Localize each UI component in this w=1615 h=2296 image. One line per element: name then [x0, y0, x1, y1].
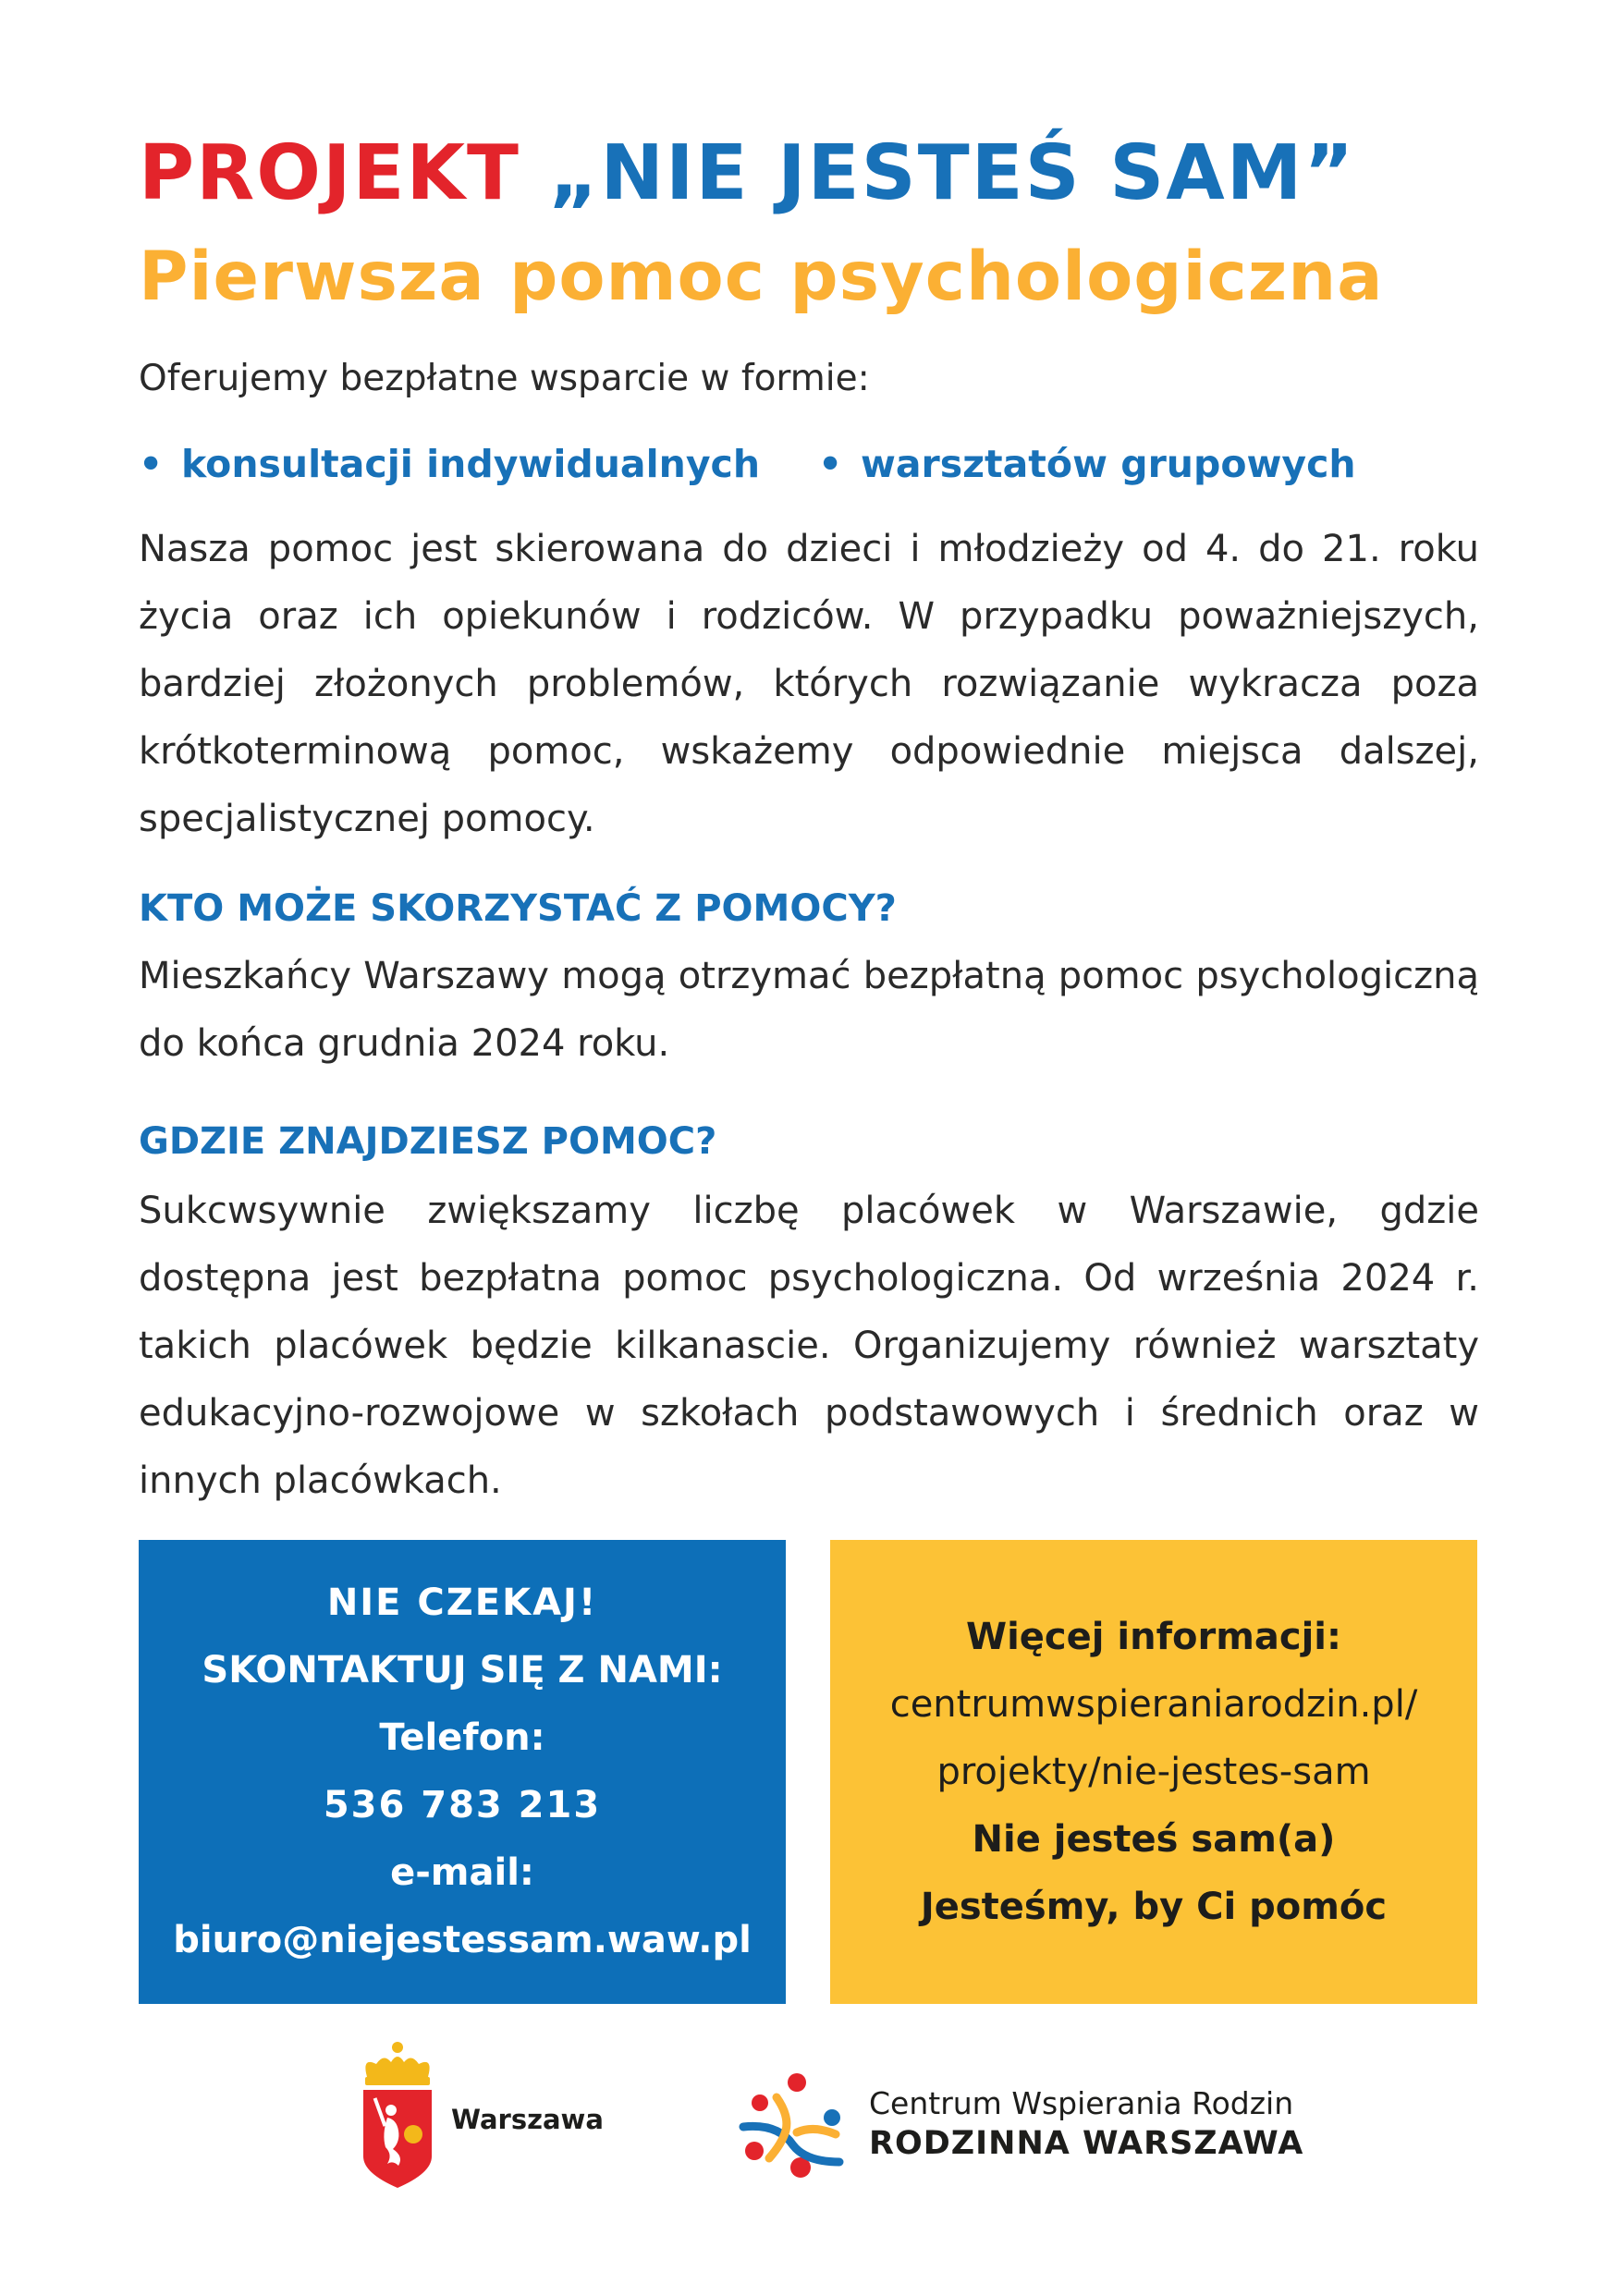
- title-projekt: PROJEKT: [139, 129, 520, 217]
- contact-cta-2: SKONTAKTUJ SIĘ Z NAMI:: [202, 1649, 723, 1691]
- section-heading-who: KTO MOŻE SKORZYSTAĆ Z POMOCY?: [139, 887, 897, 930]
- phone-label: Telefon:: [379, 1716, 545, 1759]
- section-heading-where: GDZIE ZNAJDZIESZ POMOC?: [139, 1120, 717, 1163]
- section-text-who: Mieszkańcy Warszawy mogą otrzymać bezpłatną pomoc psychologiczną do końca grudnia 2024 roku.: [139, 955, 1479, 1065]
- cwr-brand: RODZINNA WARSZAWA: [869, 2125, 1304, 2162]
- intro-text: Oferujemy bezpłatne wsparcie w formie:: [139, 358, 870, 399]
- email-address[interactable]: biuro@niejestessam.waw.pl: [173, 1919, 752, 1961]
- bullet-dot-icon: •: [818, 442, 843, 486]
- warsaw-label: Warszawa: [451, 2104, 604, 2135]
- bullet-label: konsultacji indywidualnych: [181, 442, 761, 486]
- info-heading: Więcej informacji:: [965, 1615, 1342, 1658]
- bullet-label: warsztatów grupowych: [861, 442, 1356, 486]
- phone-number[interactable]: 536 783 213: [323, 1784, 602, 1826]
- info-link-line2[interactable]: projekty/nie-jestes-sam: [936, 1750, 1371, 1793]
- contact-cta: NIE CZEKAJ!: [326, 1582, 598, 1624]
- slogan-line1: Nie jesteś sam(a): [972, 1817, 1336, 1861]
- section-text-where: Sukcwsywnie zwiększamy liczbę placówek w Warszawie, gdzie dostępna jest bezpłatna pomoc psychologiczna. Od września 2024 r. takich placówek będzie kilkanascie. Organizujemy również warsztaty edukacyjno-rozwojowe w szkołach podstawowych i średnich oraz w innych placówkach.: [139, 1190, 1479, 1502]
- info-box: [830, 1540, 1477, 2004]
- page-subtitle: Pierwsza pomoc psychologiczna: [139, 238, 1384, 316]
- contact-box: [139, 1540, 786, 2004]
- title-project-name: „NIE JESTEŚ SAM”: [548, 129, 1356, 217]
- page-title: [139, 128, 1479, 220]
- info-link-line1[interactable]: centrumwspieraniarodzin.pl/: [889, 1682, 1418, 1726]
- slogan-line2: Jesteśmy, by Ci pomóc: [920, 1885, 1388, 1928]
- cwr-people-logo-icon: [732, 2066, 852, 2186]
- bullet-item-workshops: [818, 436, 1356, 492]
- paragraph-description: Nasza pomoc jest skierowana do dzieci i młodzieży od 4. do 21. roku życia oraz ich opiekunów i rodziców. W przypadku poważniejszych, bardziej złożonych problemów, których rozwiązanie wykracza poza krótkoterminową pomoc, wskażemy odpowiednie miejsca dalszej, specjalistycznej pomocy.: [139, 528, 1479, 840]
- bullet-item-consultations: [139, 436, 760, 492]
- warsaw-coat-of-arms-icon: [356, 2038, 439, 2191]
- bullet-dot-icon: •: [139, 442, 164, 486]
- email-label: e-mail:: [390, 1851, 534, 1894]
- cwr-name: Centrum Wspierania Rodzin: [869, 2085, 1294, 2121]
